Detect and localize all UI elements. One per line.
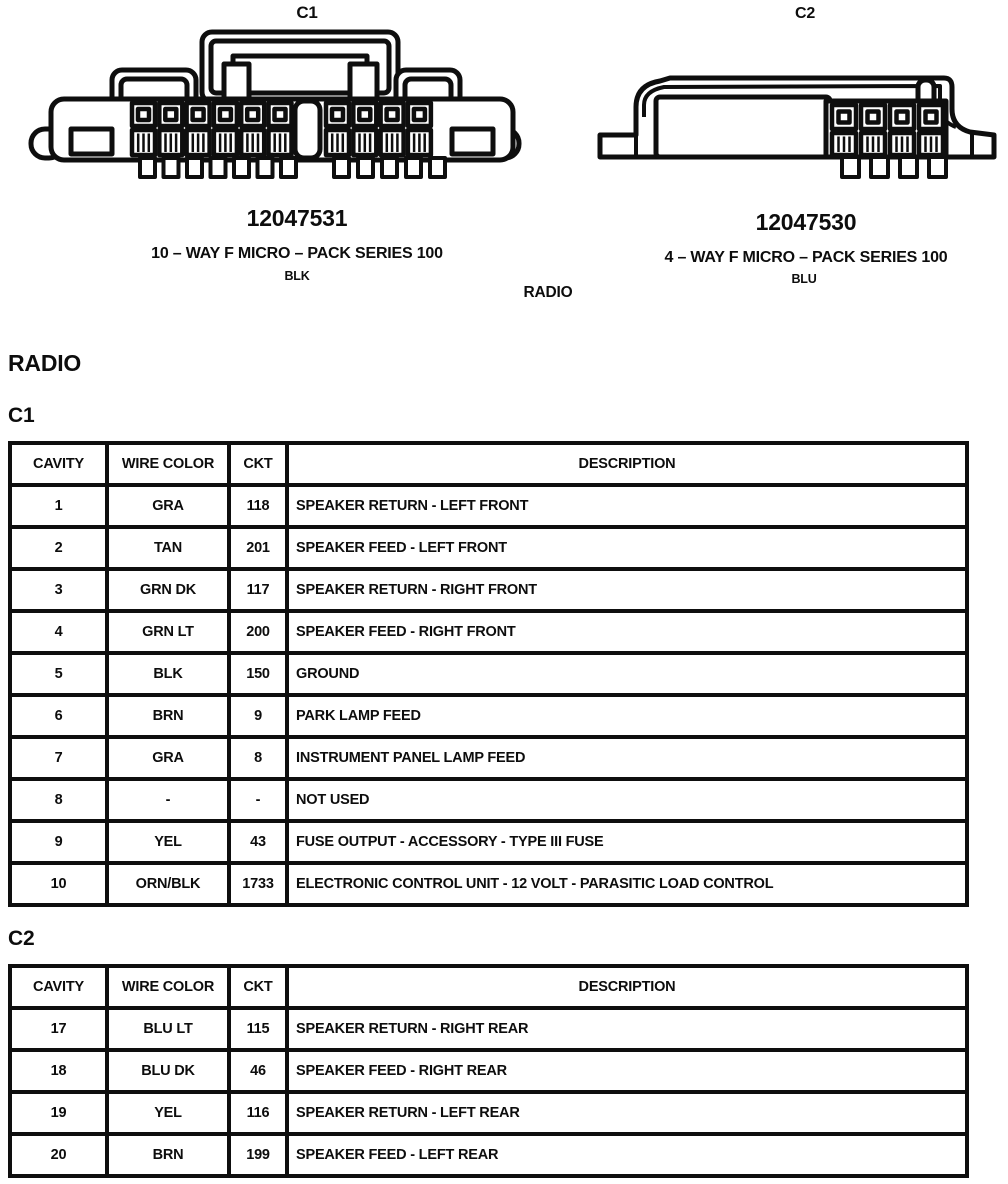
wire-color-cell: BRN bbox=[107, 1134, 229, 1176]
table-row bbox=[10, 527, 967, 569]
cavity-cell: 17 bbox=[10, 1008, 107, 1050]
wire-color-cell: YEL bbox=[107, 1092, 229, 1134]
ckt-cell: - bbox=[229, 779, 287, 821]
c1-part-number: 12047531 bbox=[246, 205, 348, 231]
c1-right-slot bbox=[452, 129, 493, 154]
description-cell: SPEAKER RETURN - LEFT FRONT bbox=[287, 485, 967, 527]
c2-feet bbox=[842, 157, 946, 177]
column-header-ckt: CKT bbox=[229, 966, 287, 1008]
table-row bbox=[10, 1050, 967, 1092]
table-row bbox=[10, 569, 967, 611]
description-cell: NOT USED bbox=[287, 779, 967, 821]
cavity-cell: 9 bbox=[10, 821, 107, 863]
wire-color-cell: - bbox=[107, 779, 229, 821]
ckt-cell: 200 bbox=[229, 611, 287, 653]
cavity-cell: 10 bbox=[10, 863, 107, 905]
description-cell: SPEAKER RETURN - RIGHT FRONT bbox=[287, 569, 967, 611]
description-cell: SPEAKER RETURN - LEFT REAR bbox=[287, 1092, 967, 1134]
table-row bbox=[10, 1092, 967, 1134]
description-cell: SPEAKER FEED - RIGHT FRONT bbox=[287, 611, 967, 653]
column-header-cavity: CAVITY bbox=[10, 966, 107, 1008]
description-cell: SPEAKER FEED - LEFT FRONT bbox=[287, 527, 967, 569]
table-row bbox=[10, 779, 967, 821]
c2-connector-drawing bbox=[588, 55, 1008, 205]
section-title: RADIO bbox=[8, 350, 82, 376]
ckt-cell: 115 bbox=[229, 1008, 287, 1050]
cavity-cell: 20 bbox=[10, 1134, 107, 1176]
cavity-cell: 5 bbox=[10, 653, 107, 695]
wire-color-cell: BLK bbox=[107, 653, 229, 695]
ckt-cell: 1733 bbox=[229, 863, 287, 905]
ckt-cell: 201 bbox=[229, 527, 287, 569]
cavity-cell: 7 bbox=[10, 737, 107, 779]
c2-pinout-table bbox=[8, 964, 969, 1178]
cavity-cell: 6 bbox=[10, 695, 107, 737]
c1-connector-type: 10 – WAY F MICRO – PACK SERIES 100 bbox=[151, 245, 443, 262]
table-header-row bbox=[10, 443, 967, 485]
c1-table-heading: C1 bbox=[8, 404, 35, 427]
table-row bbox=[10, 653, 967, 695]
column-header-cavity: CAVITY bbox=[10, 443, 107, 485]
ckt-cell: 9 bbox=[229, 695, 287, 737]
c2-inner-panel bbox=[656, 97, 830, 157]
table-header-row bbox=[10, 966, 967, 1008]
wire-color-cell: BRN bbox=[107, 695, 229, 737]
c2-connector-type: 4 – WAY F MICRO – PACK SERIES 100 bbox=[664, 249, 948, 266]
wire-color-cell: YEL bbox=[107, 821, 229, 863]
cavity-cell: 1 bbox=[10, 485, 107, 527]
c1-connector-drawing bbox=[5, 18, 545, 203]
cavity-cell: 8 bbox=[10, 779, 107, 821]
component-label: RADIO bbox=[523, 284, 573, 301]
c1-left-slot bbox=[71, 129, 112, 154]
wire-color-cell: GRN LT bbox=[107, 611, 229, 653]
c2-table-heading: C2 bbox=[8, 927, 35, 950]
cavity-cell: 19 bbox=[10, 1092, 107, 1134]
ckt-cell: 43 bbox=[229, 821, 287, 863]
c1-color-code: BLK bbox=[284, 269, 310, 283]
wire-color-cell: GRN DK bbox=[107, 569, 229, 611]
table-row bbox=[10, 485, 967, 527]
column-header-description: DESCRIPTION bbox=[287, 443, 967, 485]
table-row bbox=[10, 1008, 967, 1050]
wire-color-cell: ORN/BLK bbox=[107, 863, 229, 905]
c2-color-code: BLU bbox=[791, 272, 817, 286]
wire-color-cell: TAN bbox=[107, 527, 229, 569]
cavity-cell: 2 bbox=[10, 527, 107, 569]
wire-color-cell: BLU LT bbox=[107, 1008, 229, 1050]
description-cell: SPEAKER RETURN - RIGHT REAR bbox=[287, 1008, 967, 1050]
ckt-cell: 150 bbox=[229, 653, 287, 695]
description-cell: ELECTRONIC CONTROL UNIT - 12 VOLT - PARASITIC LOAD CONTROL bbox=[287, 863, 967, 905]
cavity-cell: 18 bbox=[10, 1050, 107, 1092]
table-row bbox=[10, 695, 967, 737]
ckt-cell: 118 bbox=[229, 485, 287, 527]
table-row bbox=[10, 611, 967, 653]
ckt-cell: 199 bbox=[229, 1134, 287, 1176]
cavity-cell: 3 bbox=[10, 569, 107, 611]
table-row bbox=[10, 821, 967, 863]
description-cell: GROUND bbox=[287, 653, 967, 695]
column-header-wire-color: WIRE COLOR bbox=[107, 966, 229, 1008]
c1-center-tongue bbox=[295, 101, 320, 158]
column-header-ckt: CKT bbox=[229, 443, 287, 485]
table-row bbox=[10, 863, 967, 905]
column-header-description: DESCRIPTION bbox=[287, 966, 967, 1008]
wire-color-cell: GRA bbox=[107, 737, 229, 779]
c2-figure-label: C2 bbox=[794, 5, 816, 22]
table-row bbox=[10, 737, 967, 779]
wire-color-cell: BLU DK bbox=[107, 1050, 229, 1092]
description-cell: FUSE OUTPUT - ACCESSORY - TYPE III FUSE bbox=[287, 821, 967, 863]
table-row bbox=[10, 1134, 967, 1176]
c2-part-number: 12047530 bbox=[755, 209, 857, 235]
ckt-cell: 8 bbox=[229, 737, 287, 779]
ckt-cell: 117 bbox=[229, 569, 287, 611]
cavity-cell: 4 bbox=[10, 611, 107, 653]
ckt-cell: 116 bbox=[229, 1092, 287, 1134]
description-cell: SPEAKER FEED - LEFT REAR bbox=[287, 1134, 967, 1176]
wire-color-cell: GRA bbox=[107, 485, 229, 527]
c1-pinout-table bbox=[8, 441, 969, 907]
description-cell: INSTRUMENT PANEL LAMP FEED bbox=[287, 737, 967, 779]
column-header-wire-color: WIRE COLOR bbox=[107, 443, 229, 485]
c1-figure-label: C1 bbox=[296, 3, 318, 22]
description-cell: SPEAKER FEED - RIGHT REAR bbox=[287, 1050, 967, 1092]
description-cell: PARK LAMP FEED bbox=[287, 695, 967, 737]
ckt-cell: 46 bbox=[229, 1050, 287, 1092]
